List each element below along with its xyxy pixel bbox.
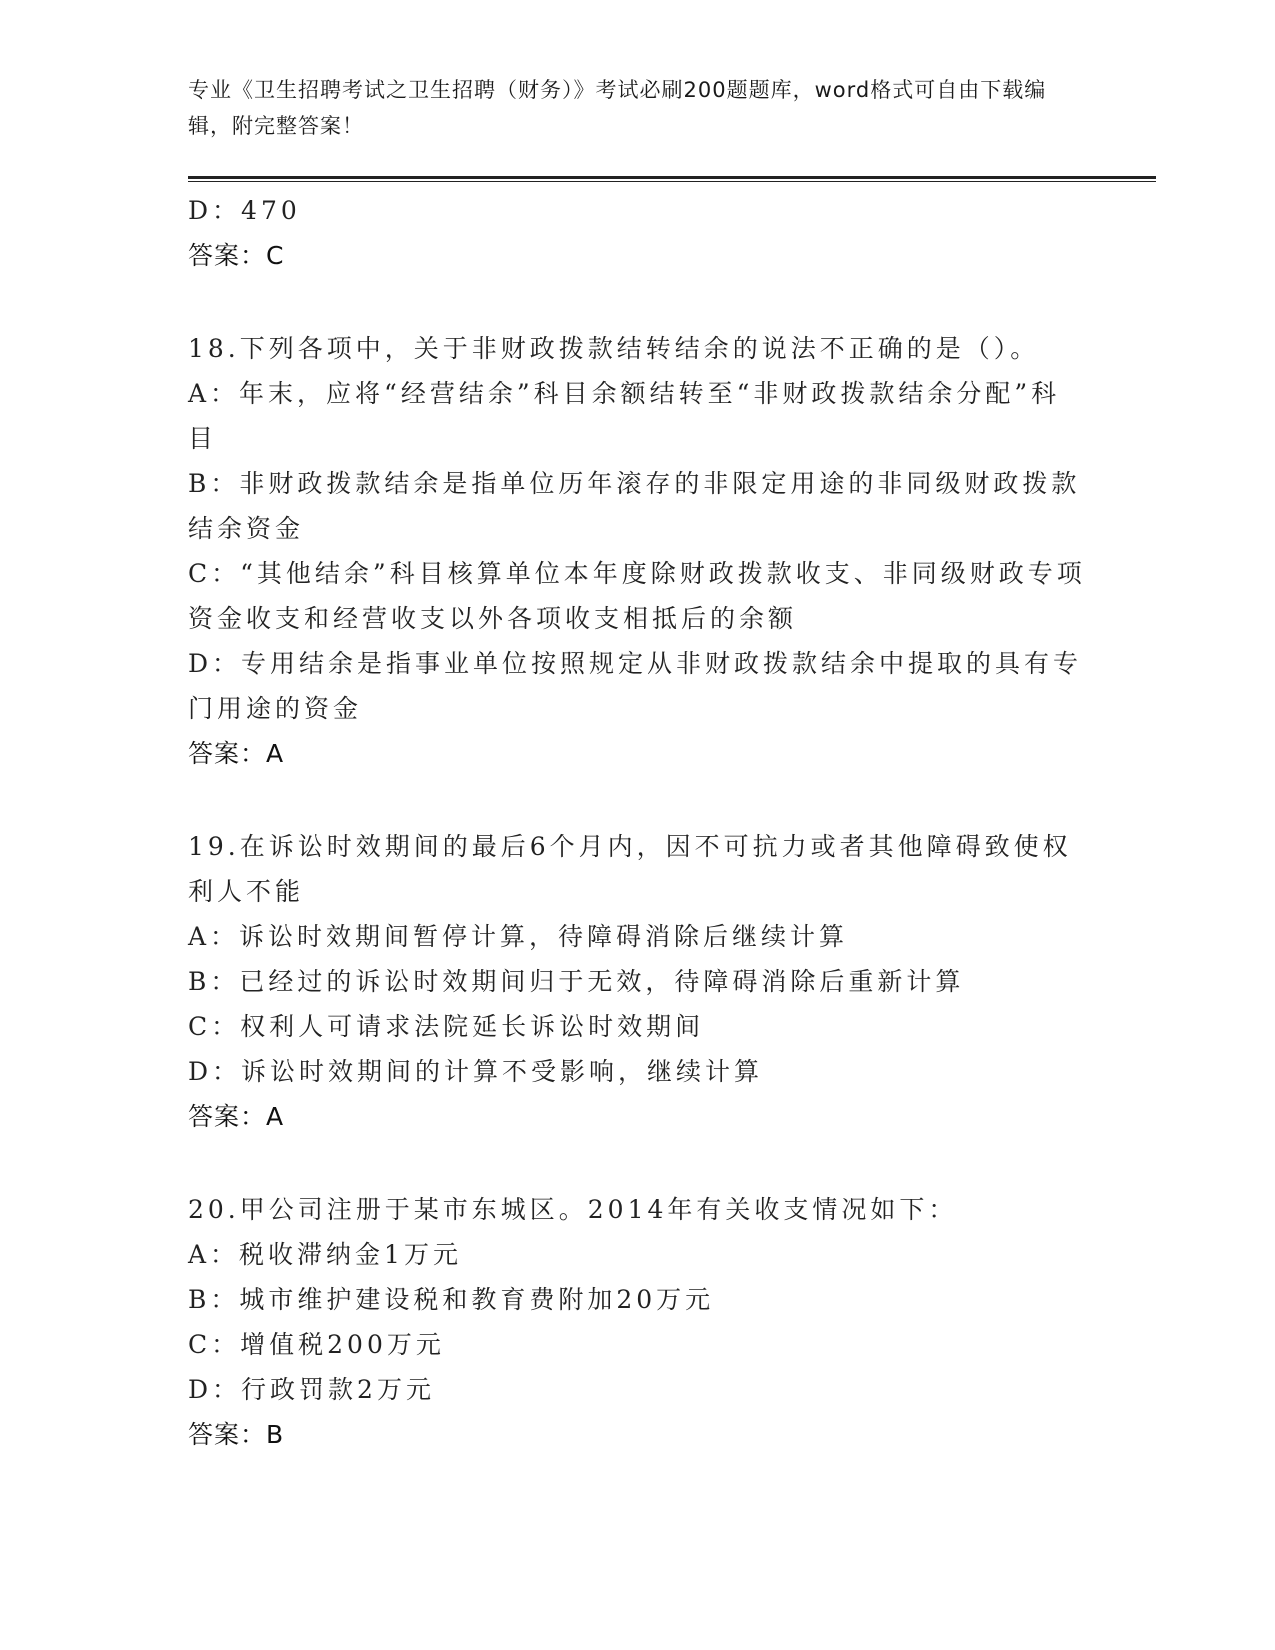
q20-text: 20.甲公司注册于某市东城区。2014年有关收支情况如下： — [188, 1195, 958, 1224]
q20-option-c: C：增值税200万元 — [188, 1330, 445, 1359]
q18-option-c: C：“其他结余”科目核算单位本年度除财政拨款收支、非同级财政专项资金收支和经营收支以外各项收支相抵后的余额 — [188, 559, 1086, 633]
q19-answer: 答案：A — [188, 1102, 285, 1131]
q19-option-a: A：诉讼时效期间暂停计算，待障碍消除后继续计算 — [188, 922, 849, 951]
q20-option-d: D：行政罚款2万元 — [188, 1375, 435, 1404]
q20-answer: 答案：B — [188, 1420, 285, 1449]
q18-text: 18.下列各项中，关于非财政拨款结转结余的说法不正确的是（）。 — [188, 334, 1040, 363]
header-text: 专业《卫生招聘考试之卫生招聘（财务）》考试必刷200题题库，word格式可自由下载编辑，附完整答案！ — [188, 78, 1047, 138]
q17-option-d: D：470 — [188, 196, 301, 225]
q19-text: 19.在诉讼时效期间的最后6个月内，因不可抗力或者其他障碍致使权利人不能 — [188, 832, 1072, 906]
q18-option-d: D：专用结余是指事业单位按照规定从非财政拨款结余中提取的具有专门用途的资金 — [188, 649, 1083, 723]
question-block-19 — [188, 824, 1088, 1139]
q20-option-a: A：税收滞纳金1万元 — [188, 1240, 462, 1269]
header-rule-thick — [188, 176, 1156, 179]
q17-answer: 答案：C — [188, 241, 285, 270]
q18-option-b: B：非财政拨款结余是指单位历年滚存的非限定用途的非同级财政拨款结余资金 — [188, 469, 1081, 543]
q19-option-d: D：诉讼时效期间的计算不受影响，继续计算 — [188, 1057, 764, 1086]
q18-answer: 答案：A — [188, 739, 285, 768]
q18-option-a: A：年末，应将“经营结余”科目余额结转至“非财政拨款结余分配”科目 — [188, 379, 1061, 453]
q19-option-c: C：权利人可请求法院延长诉讼时效期间 — [188, 1012, 705, 1041]
page-content — [188, 188, 1088, 1457]
header-rule-thin — [188, 181, 1156, 182]
question-block-20 — [188, 1187, 1088, 1457]
q20-option-b: B：城市维护建设税和教育费附加20万元 — [188, 1285, 715, 1314]
question-block-18 — [188, 326, 1088, 776]
spacer — [188, 278, 1088, 326]
spacer — [188, 1139, 1088, 1187]
q19-option-b: B：已经过的诉讼时效期间归于无效，待障碍消除后重新计算 — [188, 967, 965, 996]
spacer — [188, 776, 1088, 824]
page-header — [188, 72, 1088, 144]
